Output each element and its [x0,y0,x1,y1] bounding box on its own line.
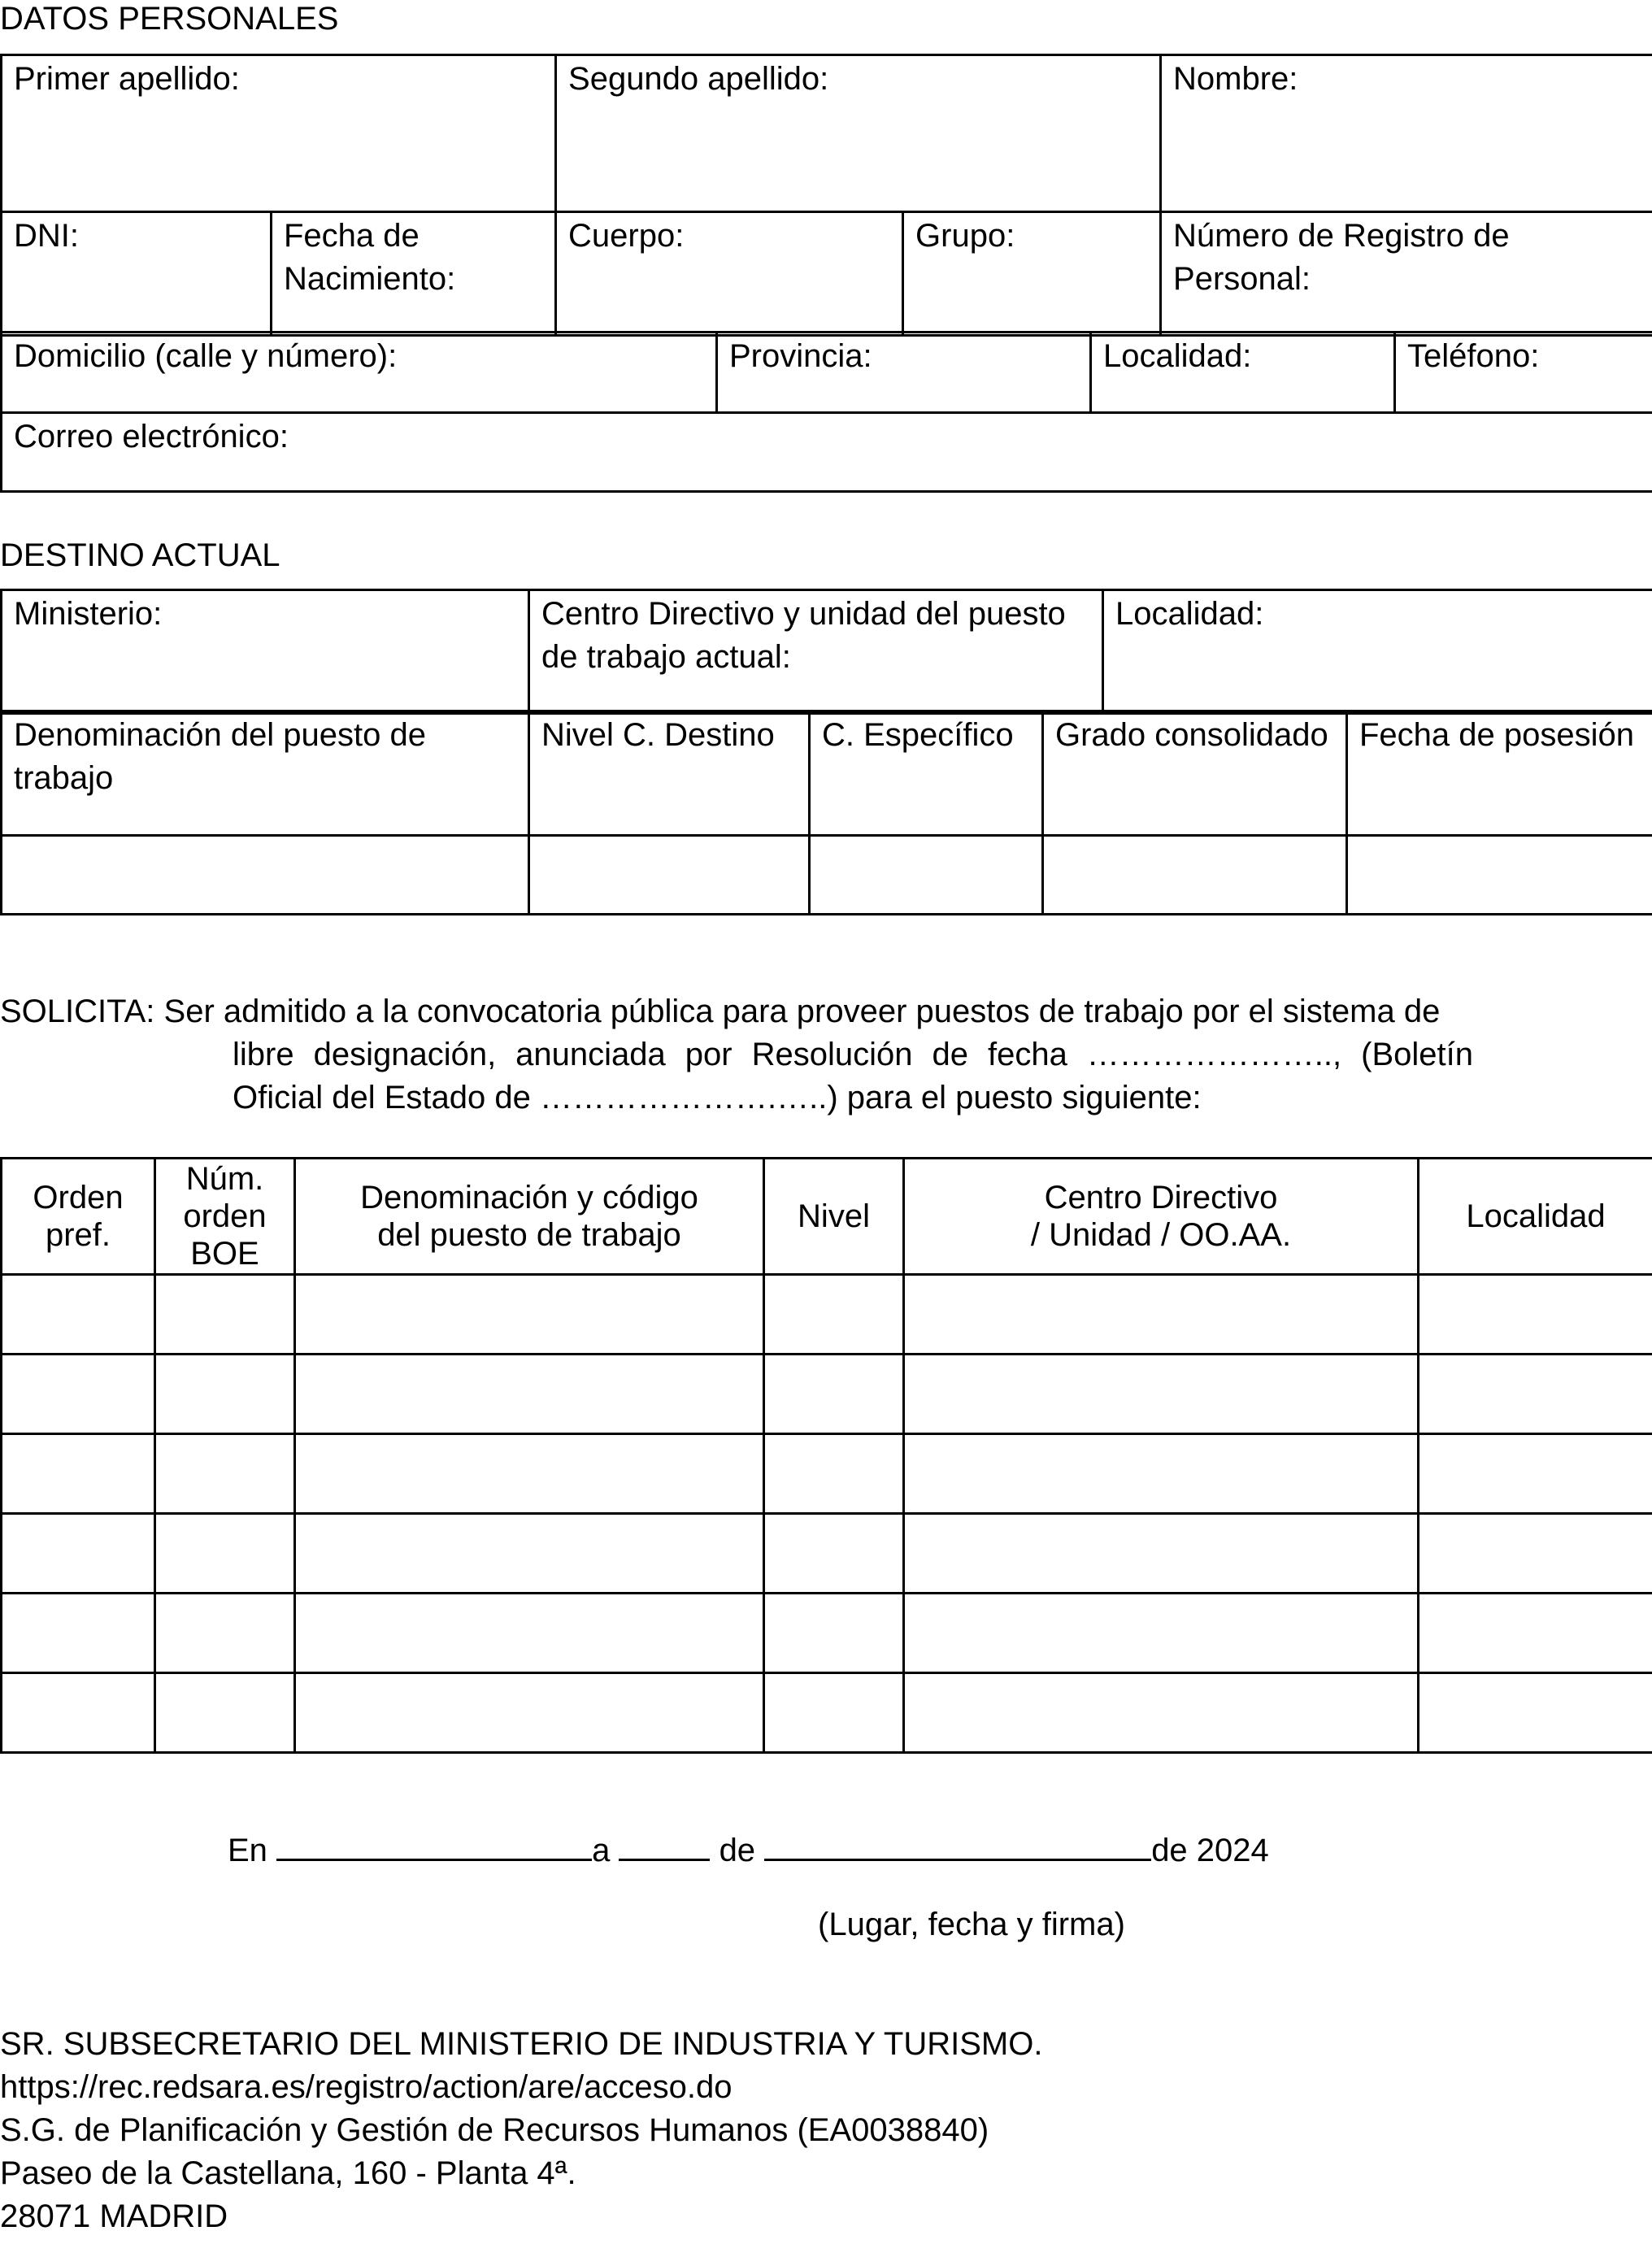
table-cell[interactable] [2,1434,155,1514]
table-cell[interactable] [904,1434,1419,1514]
field-denominacion-puesto: Denominación del puesto de trabajo [2,711,529,836]
table-cell[interactable] [155,1355,295,1434]
table-cell[interactable] [2,1594,155,1673]
table-cell[interactable] [904,1275,1419,1355]
table-cell[interactable] [1419,1434,1652,1514]
field-especifico: C. Específico [810,711,1043,836]
table-cell[interactable] [904,1594,1419,1673]
table-cell[interactable] [764,1355,904,1434]
table-cell[interactable] [2,1275,155,1355]
field-provincia[interactable]: Provincia: [717,333,1091,413]
firma-dia-field[interactable] [619,1826,710,1861]
destinatario-line-4: Paseo de la Castellana, 160 - Planta 4ª. [0,2155,576,2191]
field-domicilio[interactable]: Domicilio (calle y número): [2,333,717,413]
table-cell[interactable] [2,1514,155,1594]
table-row [2,1275,1652,1355]
firma-de-year: de 2024 [1151,1833,1269,1868]
table-row [2,1594,1652,1673]
field-nombre[interactable]: Nombre: [1161,55,1652,212]
table-cell[interactable] [764,1673,904,1753]
solicita-label: SOLICITA: [0,994,155,1029]
firma-line [228,1826,1269,1872]
field-grupo[interactable]: Grupo: [903,212,1161,336]
solicita-line-2: libre designación, anunciada por Resolución de fecha ………………….., (Boletín [233,1037,1473,1072]
table-cell[interactable] [295,1514,764,1594]
field-fecha-posesion: Fecha de posesión [1347,711,1652,836]
header-num-orden-boe: Núm. orden BOE [155,1159,295,1275]
field-destino-localidad[interactable]: Localidad: [1103,590,1652,714]
field-telefono[interactable]: Teléfono: [1395,333,1652,413]
input-denominacion-puesto[interactable] [2,836,529,915]
firma-mes-field[interactable] [764,1826,1151,1861]
header-nivel: Nivel [764,1159,904,1275]
table-cell[interactable] [155,1673,295,1753]
input-fecha-posesion[interactable] [1347,836,1652,915]
puestos-solicitados-body [2,1275,1652,1753]
table-cell[interactable] [1419,1355,1652,1434]
datos-personales-table [0,54,1652,337]
table-cell[interactable] [295,1673,764,1753]
firma-de: de [719,1833,756,1868]
destinatario-line-5: 28071 MADRID [0,2198,228,2234]
field-dni[interactable]: DNI: [2,212,272,336]
header-centro-directivo: Centro Directivo / Unidad / OO.AA. [904,1159,1419,1275]
destinatario-block [0,2023,1042,2238]
header-orden-pref: Orden pref. [2,1159,155,1275]
firma-lugar-field[interactable] [276,1826,592,1861]
table-cell[interactable] [1419,1514,1652,1594]
table-cell[interactable] [2,1673,155,1753]
firma-en: En [228,1833,267,1868]
table-cell[interactable] [295,1594,764,1673]
destinatario-line-1: SR. SUBSECRETARIO DEL MINISTERIO DE INDUSTRIA Y TURISMO. [0,2026,1043,2062]
table-cell[interactable] [295,1355,764,1434]
field-cuerpo[interactable]: Cuerpo: [556,212,903,336]
header-localidad: Localidad [1419,1159,1652,1275]
table-cell[interactable] [1419,1594,1652,1673]
field-centro-directivo[interactable]: Centro Directivo y unidad del puesto de trabajo actual: [529,590,1103,714]
table-row [2,1434,1652,1514]
domicilio-table [0,331,1652,493]
table-cell[interactable] [764,1514,904,1594]
table-cell[interactable] [904,1514,1419,1594]
input-especifico[interactable] [810,836,1043,915]
solicita-line-1 [0,990,1473,1033]
firma-a: a [592,1833,611,1868]
input-nivel-destino[interactable] [529,836,810,915]
field-fecha-nacimiento[interactable]: Fecha de Nacimiento: [272,212,556,336]
input-grado-consolidado[interactable] [1043,836,1347,915]
solicita-line-3: Oficial del Estado de ………………….…..) para el puesto siguiente: [233,1080,1202,1115]
table-cell[interactable] [155,1514,295,1594]
field-ministerio[interactable]: Ministerio: [2,590,529,714]
table-cell[interactable] [2,1355,155,1434]
firma-caption: (Lugar, fecha y firma) [818,1907,1125,1942]
header-denominacion-codigo: Denominación y código del puesto de trabajo [295,1159,764,1275]
table-cell[interactable] [764,1594,904,1673]
table-row [2,1673,1652,1753]
table-cell[interactable] [295,1434,764,1514]
table-cell[interactable] [1419,1673,1652,1753]
table-cell[interactable] [764,1434,904,1514]
field-grado-consolidado: Grado consolidado [1043,711,1347,836]
table-cell[interactable] [295,1275,764,1355]
table-cell[interactable] [155,1275,295,1355]
table-cell[interactable] [764,1275,904,1355]
destinatario-line-3: S.G. de Planificación y Gestión de Recursos Humanos (EA0038840) [0,2112,989,2148]
table-row [2,1355,1652,1434]
field-nivel-destino: Nivel C. Destino [529,711,810,836]
table-cell[interactable] [904,1355,1419,1434]
field-correo[interactable]: Correo electrónico: [2,413,1652,492]
table-cell[interactable] [904,1673,1419,1753]
puestos-solicitados-table [0,1157,1652,1754]
table-cell[interactable] [1419,1275,1652,1355]
field-segundo-apellido[interactable]: Segundo apellido: [556,55,1161,212]
field-primer-apellido[interactable]: Primer apellido: [2,55,556,212]
destino-table-bottom [0,710,1652,915]
table-cell[interactable] [155,1434,295,1514]
solicita-text-1: Ser admitido a la convocatoria pública para proveer puestos de trabajo por el sistema de [163,994,1441,1029]
field-nrp[interactable]: Número de Registro de Personal: [1161,212,1652,336]
destinatario-link[interactable]: https://rec.redsara.es/registro/action/are/acceso.do [0,2069,733,2105]
section-heading-datos-personales: DATOS PERSONALES [0,1,339,37]
field-localidad[interactable]: Localidad: [1091,333,1395,413]
table-row [2,1514,1652,1594]
section-heading-destino-actual: DESTINO ACTUAL [0,537,280,573]
destino-table-top [0,589,1652,715]
table-cell[interactable] [155,1594,295,1673]
